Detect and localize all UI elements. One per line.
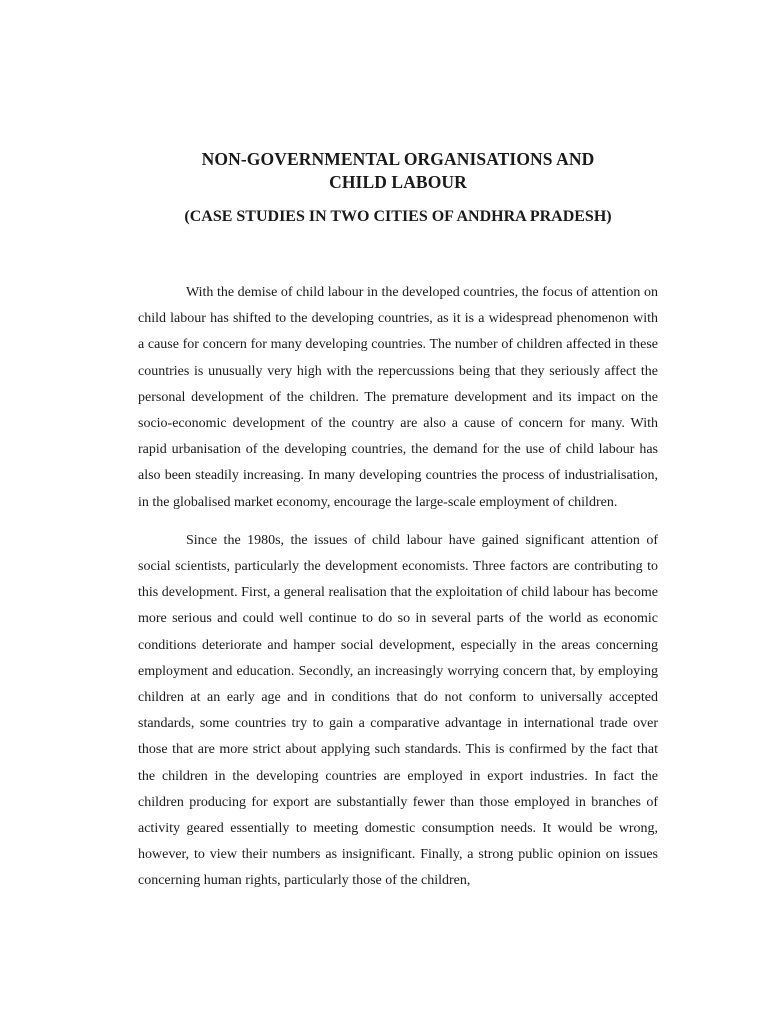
document-page [138,148,658,895]
paragraph-2: Since the 1980s, the issues of child labour have gained significant attention of social scientists, particularly the development economists. Three factors are contributing to this development. First, a general realisation that the exploitation of child labour has become more serious and could well continue to do so in several parts of the world as economic conditions deteriorate and hamper social development, especially in the areas concerning employment and education. Secondly, an increasingly worrying concern that, by employing children at an early age and in conditions that do not conform to universally accepted standards, some countries try to gain a comparative advantage in international trade over those that are more strict about applying such standards. This is confirmed by the fact that the children in the developing countries are employed in export industries. In fact the children producing for export are substantially fewer than those employed in branches of activity geared essentially to meeting domestic consumption needs. It would be wrong, however, to view their numbers as insignificant. Finally, a strong public opinion on issues concerning human rights, particularly those of the children, [138,532,658,889]
title-line-1: NON-GOVERNMENTAL ORGANISATIONS AND [201,149,595,169]
title-line-2: CHILD LABOUR [329,172,467,192]
document-title [138,148,658,194]
document-subtitle: (CASE STUDIES IN TWO CITIES OF ANDHRA PRADESH) [184,208,612,225]
paragraph-1: With the demise of child labour in the developed countries, the focus of attention on child labour has shifted to the developing countries, as it is a widespread phenomenon with a cause for concern for many developing countries. The number of children affected in these countries is unusually very high with the repercussions being that they seriously affect the personal development of the children. The premature development and its impact on the socio-economic development of the country are also a cause of concern for many. With rapid urbanisation of the developing countries, the demand for the use of child labour has also been steadily increasing. In many developing countries the process of industrialisation, in the globalised market economy, encourage the large-scale employment of children. [138,285,658,510]
